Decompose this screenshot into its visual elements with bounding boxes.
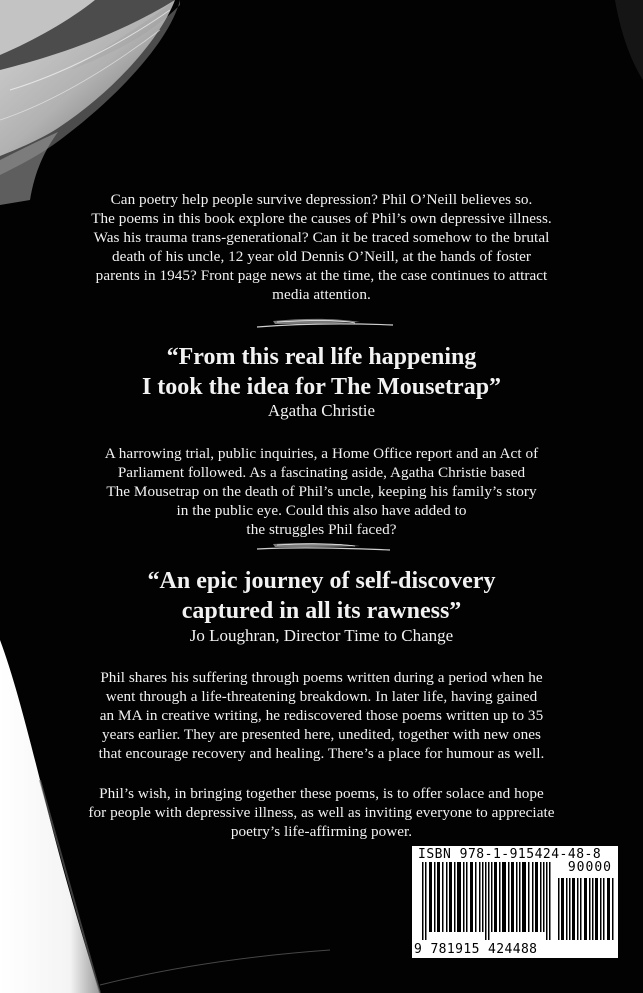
intro-line: The poems in this book explore the causes of Phil’s own depressive illness. xyxy=(91,210,552,227)
intro-line: Was his trauma trans-generational? Can it be traced somehow to the brutal xyxy=(93,229,550,246)
quote-line: “An epic journey of self-discovery xyxy=(147,568,496,594)
paragraph-mousetrap xyxy=(0,444,643,539)
paragraph-line: went through a life-threatening breakdown. In later life, having gained xyxy=(105,688,538,705)
quote-line: “From this real life happening xyxy=(166,344,477,370)
intro-line: Can poetry help people survive depression? Phil O’Neill believes so. xyxy=(110,191,533,208)
paragraph-suffering xyxy=(0,668,643,763)
quote-line: I took the idea for The Mousetrap” xyxy=(141,374,502,400)
intro-line: media attention. xyxy=(272,286,371,303)
quote-attribution: Jo Loughran, Director Time to Change xyxy=(189,626,454,645)
isbn-label: ISBN 978-1-915424-48-8 xyxy=(418,847,602,862)
intro-line: parents in 1945? Front page news at the time, the case continues to attract xyxy=(95,267,548,284)
brushstroke-divider-icon xyxy=(255,316,395,330)
ean13-bars-icon xyxy=(422,862,552,940)
paragraph-line: in the public eye. Could this also have added to xyxy=(176,502,467,519)
paragraph-line: poetry’s life-affirming power. xyxy=(230,823,413,840)
ean-digits: 9 781915 424488 xyxy=(414,942,538,957)
brushstroke-divider-icon xyxy=(255,540,395,554)
addon-bars-icon xyxy=(558,878,614,940)
paragraph-line: A harrowing trial, public inquiries, a Home Office report and an Act of xyxy=(104,445,539,462)
paragraph-line: Parliament followed. As a fascinating aside, Agatha Christie based xyxy=(117,464,526,481)
isbn-barcode xyxy=(412,846,618,958)
paragraph-line: that encourage recovery and healing. There’s a place for humour as well. xyxy=(98,745,545,762)
paragraph-line: years earlier. They are presented here, unedited, together with new ones xyxy=(102,726,541,743)
intro-paragraph xyxy=(0,190,643,304)
quote-line: captured in all its rawness” xyxy=(181,598,462,624)
paragraph-line: for people with depressive illness, as well as inviting everyone to appreciate xyxy=(88,804,555,821)
paragraph-line: The Mousetrap on the death of Phil’s uncle, keeping his family’s story xyxy=(106,483,537,500)
intro-line: death of his uncle, 12 year old Dennis O’Neill, at the hands of foster xyxy=(112,248,531,265)
paragraph-line: the struggles Phil faced? xyxy=(246,521,397,538)
paragraph-line: an MA in creative writing, he rediscovered those poems written up to 35 xyxy=(99,707,544,724)
paragraph-line: Phil’s wish, in bringing together these poems, is to offer solace and hope xyxy=(99,785,544,802)
paragraph-line: Phil shares his suffering through poems written during a period when he xyxy=(100,669,543,686)
paragraph-wish xyxy=(0,784,643,841)
quote-attribution: Agatha Christie xyxy=(267,401,376,420)
barcode-addon-price: 90000 xyxy=(567,860,612,875)
quote-jo-loughran xyxy=(0,566,643,626)
quote-agatha-christie xyxy=(0,342,643,402)
